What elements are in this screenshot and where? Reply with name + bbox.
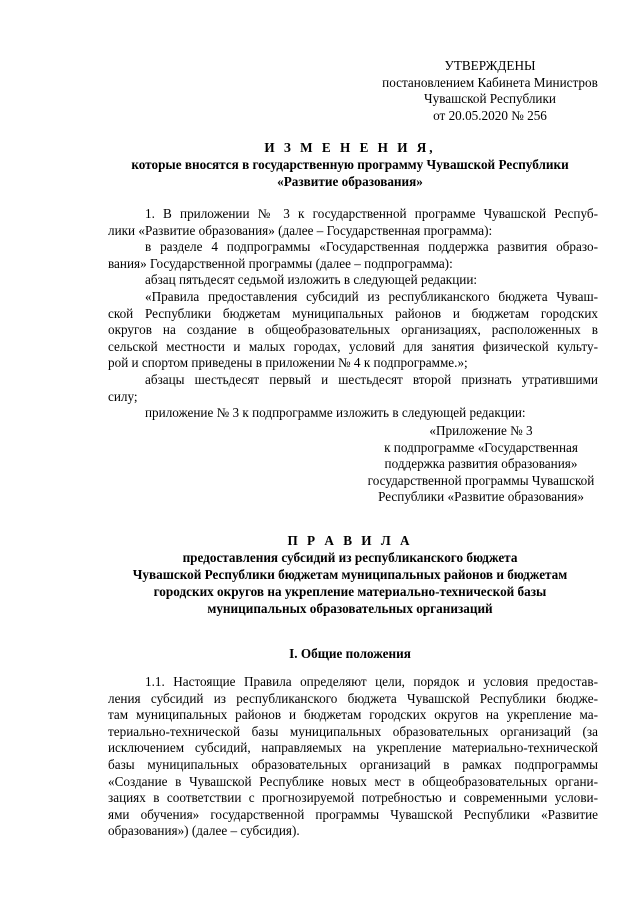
rules-line: предоставления субсидий из республиканского бюджета — [182, 550, 518, 565]
text-line: 1. В приложении № 3 к государственной программе Чувашской Респуб- — [145, 206, 598, 221]
text-line: зациях в соответствии с прогнозируемой потребностью и современными услови- — [108, 790, 598, 806]
rules-heading — [100, 532, 600, 617]
text-line: вания» Государственной программы (далее – подпрограмма): — [108, 255, 453, 271]
text-line: абзац пятьдесят седьмой изложить в следующей редакции: — [145, 272, 478, 288]
approval-line: Чувашской Республики — [424, 91, 556, 106]
text-line: сельской местности и малых городах, условий для занятия физической культу- — [108, 338, 598, 354]
approval-date-line: от 20.05.2020 № 256 — [433, 107, 547, 123]
annex-reference — [356, 423, 606, 506]
text-line: базы муниципальных образовательных организаций в рамках подпрограммы — [108, 756, 598, 772]
approval-line: постановлением Кабинета Министров — [382, 74, 598, 90]
approval-title: УТВЕРЖДЕНЫ — [444, 58, 536, 73]
heading-title: И З М Е Н Е Н И Я, — [264, 140, 436, 155]
approval-stamp — [360, 58, 620, 124]
text-line: в разделе 4 подпрограммы «Государственная поддержка развития образо- — [145, 239, 598, 255]
text-line: лики «Развитие образования» (далее – Государственная программа): — [108, 222, 493, 238]
intro-paragraphs — [108, 206, 598, 422]
annex-line: к подпрограмме «Государственная — [384, 439, 578, 455]
text-line: рой и спортом приведены в приложении № 4 к подпрограмме.»; — [108, 355, 468, 371]
text-line: там муниципальных районов и бюджетам городских округов на укрепление ма- — [108, 707, 598, 723]
annex-line: «Приложение № 3 — [429, 423, 533, 438]
text-line: териально-технической базы муниципальных образовательных организаций (за — [108, 723, 598, 739]
heading-line: которые вносятся в государственную программу Чувашской Республики — [131, 157, 569, 172]
rules-line: городских округов на укрепление материально-технической базы — [153, 584, 547, 599]
section-title: I. Общие положения — [289, 646, 411, 661]
text-line: «Правила предоставления субсидий из республиканского бюджета Чуваш- — [145, 288, 598, 304]
text-line: округов на создание в общеобразовательных организациях, расположенных в — [108, 322, 598, 338]
text-line: приложение № 3 к подпрограмме изложить в следующей редакции: — [145, 405, 526, 421]
text-line: ления субсидий из республиканского бюджета Чувашской Республики бюдже- — [108, 690, 598, 706]
annex-line: государственной программы Чувашской — [367, 472, 595, 488]
rules-title: П Р А В И Л А — [287, 533, 413, 548]
section-heading — [100, 645, 600, 662]
document-heading — [100, 139, 600, 190]
text-line: «Создание в Чувашской Республике новых мест в общеобразовательных органи- — [108, 773, 598, 789]
rules-line: муниципальных образовательных организаций — [207, 601, 493, 616]
text-line: ями обучения» государственной программы Чувашской Республики «Развитие — [108, 806, 598, 822]
text-line: силу; — [108, 388, 138, 404]
section-paragraph — [108, 674, 598, 840]
heading-line: «Развитие образования» — [277, 174, 423, 189]
rules-line: Чувашской Республики бюджетам муниципальных районов и бюджетам — [132, 567, 568, 582]
text-line: абзацы шестьдесят первый и шестьдесят второй признать утратившими — [145, 371, 598, 387]
text-line: исключением субсидий, направляемых на укрепление материально-технической — [108, 740, 598, 756]
text-line: 1.1. Настоящие Правила определяют цели, порядок и условия предостав- — [145, 674, 598, 689]
annex-line: Республики «Развитие образования» — [378, 489, 584, 505]
text-line: ской Республики бюджетам муниципальных районов и бюджетам городских — [108, 305, 598, 321]
text-line: образования») (далее – субсидия). — [108, 823, 300, 839]
annex-line: поддержка развития образования» — [384, 456, 578, 472]
